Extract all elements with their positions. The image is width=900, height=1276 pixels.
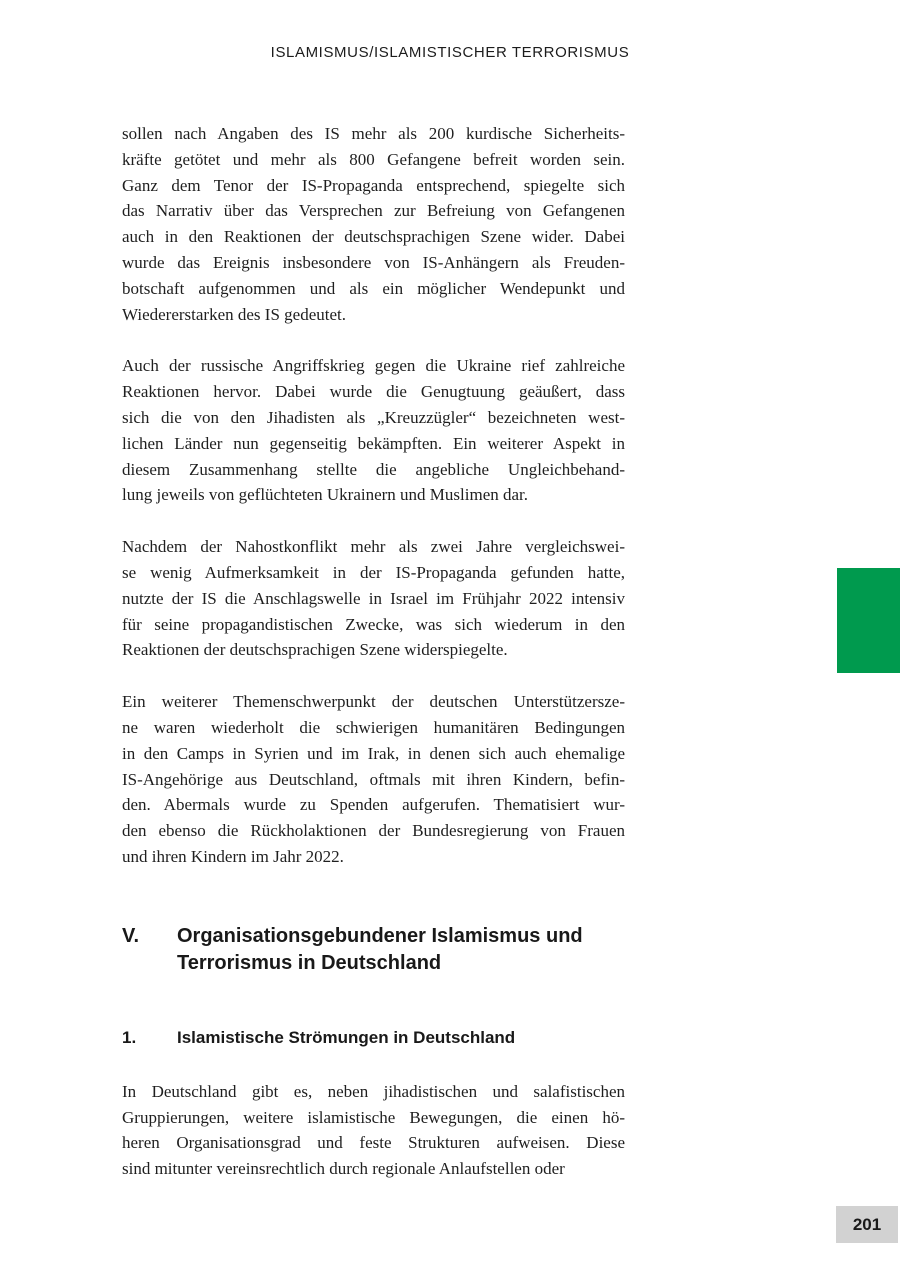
section-heading-title: Organisationsgebundener Islamismus und Terrorismus in Deutschland: [177, 924, 583, 974]
page-content: [122, 121, 625, 1182]
subsection-heading: [122, 1027, 625, 1049]
body-paragraph-5: In Deutschland gibt es, neben jihadistischen und salafistischen Gruppierungen, weitere islamistische Bewegungen, die einen hö- heren Organisationsgrad und feste Strukturen aufweisen. Diese sind mitunter vereinsrechtlich durch regionale Anlaufstellen oder: [122, 1081, 625, 1179]
running-header: ISLAMISMUS/ISLAMISTISCHER TERRORISMUS: [270, 44, 630, 61]
page-number: 201: [852, 1214, 882, 1234]
body-paragraph-2: Auch der russische Angriffskrieg gegen die Ukraine rief zahlreiche Reaktionen hervor. Dabei wurde die Genugtuung geäußert, dass sich die von den Jihadisten als „Kreuzzügler“ bezeichneten west- lichen Länder nun gegenseitig bekämpften. Ein weiterer Aspekt in diesem Zusammenhang stellte die angebliche Ungleichbehand- lung jeweils von geflüchteten Ukrainern und Muslimen dar.: [122, 356, 625, 505]
page-number-box: [836, 1206, 898, 1243]
subsection-heading-number: 1.: [122, 1027, 137, 1047]
section-heading: [122, 923, 625, 977]
section-heading-number: V.: [122, 924, 140, 947]
body-paragraph-4: Ein weiterer Themenschwerpunkt der deutschen Unterstützersze- ne waren wiederholt die schwierigen humanitären Bedingungen in den Camps in Syrien und im Irak, in denen sich auch ehemalige IS-Angehörige aus Deutschland, oftmals mit ihren Kindern, befin- den. Abermals wurde zu Spenden aufgerufen. Thematisiert wur- den ebenso die Rückholaktionen der Bundesregierung von Frauen und ihren Kindern im Jahr 2022.: [122, 692, 625, 866]
subsection-heading-title: Islamistische Strömungen in Deutschland: [177, 1027, 516, 1047]
chapter-color-tab: [837, 568, 900, 673]
body-paragraph-3: Nachdem der Nahostkonflikt mehr als zwei Jahre vergleichswei- se wenig Aufmerksamkeit in der IS-Propaganda gefunden hatte, nutzte der IS die Anschlagswelle in Israel im Frühjahr 2022 intensiv für seine propagandistischen Zwecke, was sich wiederum in den Reaktionen der deutschsprachigen Szene widerspiegelte.: [122, 537, 625, 660]
body-paragraph-1: sollen nach Angaben des IS mehr als 200 kurdische Sicherheits- kräfte getötet und mehr als 800 Gefangene befreit worden sein. Ganz dem Tenor der IS-Propaganda entsprechend, spiegelte sich das Narrativ über das Versprechen zur Befreiung von Gefangenen auch in den Reaktionen der deutschsprachigen Szene wider. Dabei wurde das Ereignis insbesondere von IS-Anhängern als Freuden- botschaft aufgenommen und als ein möglicher Wendepunkt und Wiedererstarken des IS gedeutet.: [122, 124, 625, 324]
